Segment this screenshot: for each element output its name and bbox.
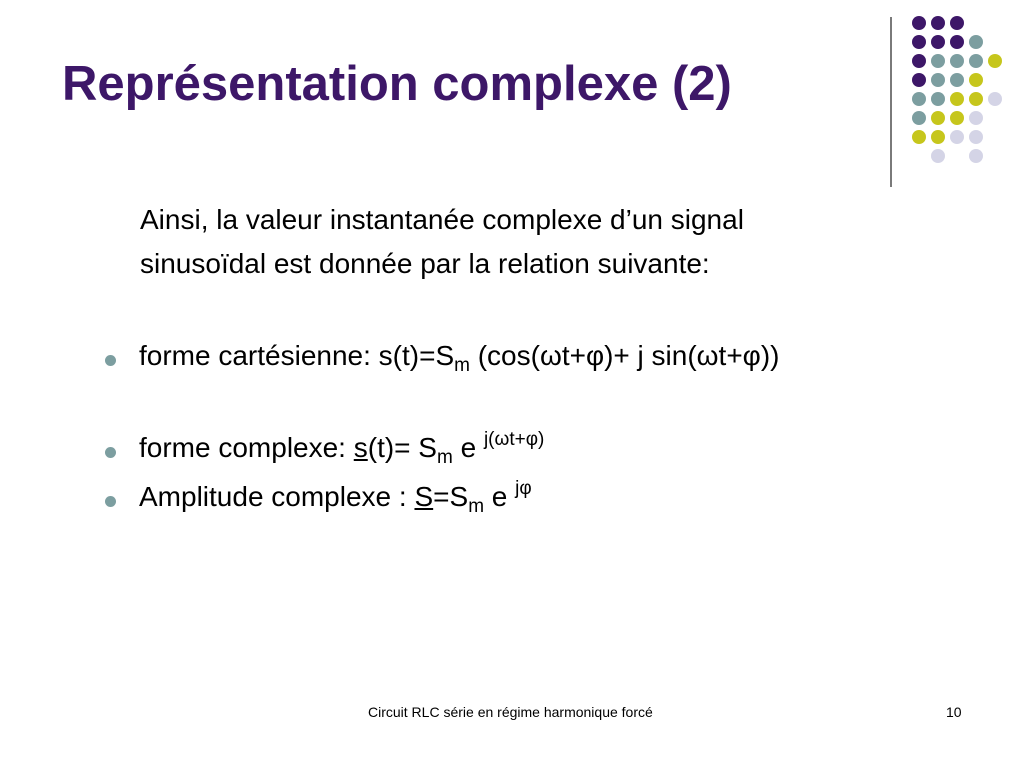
formula-text: e <box>484 481 516 512</box>
decorative-dot <box>950 16 964 30</box>
decorative-dot <box>931 54 945 68</box>
decorative-dot <box>950 35 964 49</box>
subscript: m <box>436 447 453 468</box>
decorative-dot <box>969 149 983 163</box>
decorative-dot <box>969 111 983 125</box>
decorative-dot <box>950 73 964 87</box>
decorative-dot <box>912 111 926 125</box>
decorative-dot <box>950 92 964 106</box>
decorative-dot <box>950 54 964 68</box>
intro-paragraph <box>140 198 744 286</box>
subscript: m <box>468 496 485 517</box>
decorative-dot <box>969 130 983 144</box>
bullet-text <box>139 429 545 468</box>
formula-text: =S <box>433 481 469 512</box>
decorative-dot <box>912 73 926 87</box>
decorative-dot <box>912 92 926 106</box>
decorative-dot <box>931 149 945 163</box>
formula-text: forme cartésienne: s(t)=S <box>139 340 455 371</box>
footer-caption: Circuit RLC série en régime harmonique forcé <box>368 704 653 720</box>
decorative-dot <box>969 54 983 68</box>
decorative-dot <box>988 54 1002 68</box>
bullet-icon <box>105 496 116 507</box>
decorative-dot <box>950 130 964 144</box>
bullet-icon <box>105 447 116 458</box>
superscript: jφ <box>515 478 532 499</box>
decorative-dot <box>969 92 983 106</box>
page-number: 10 <box>946 704 962 720</box>
formula-text: Amplitude complexe : <box>139 481 415 512</box>
decorative-dot <box>969 35 983 49</box>
underlined-variable: s <box>353 432 368 463</box>
decorative-dot <box>931 35 945 49</box>
formula-text: forme complexe: <box>139 432 354 463</box>
superscript: j(ωt+φ) <box>483 429 545 450</box>
bullet-text <box>139 340 780 376</box>
formula-text: (cos(ωt+φ)+ j sin(ωt+φ)) <box>469 340 780 371</box>
intro-line: Ainsi, la valeur instantanée complexe d’un signal <box>140 204 744 235</box>
decorative-dot <box>931 73 945 87</box>
decorative-dot <box>931 16 945 30</box>
decorative-dot <box>931 130 945 144</box>
bullet-text <box>139 478 532 517</box>
decorative-divider-line <box>890 17 892 187</box>
decorative-dot <box>931 111 945 125</box>
decorative-dot <box>931 92 945 106</box>
decorative-dot <box>912 54 926 68</box>
decorative-dot <box>950 111 964 125</box>
formula-text: e <box>452 432 484 463</box>
underlined-variable: S <box>414 481 434 512</box>
subscript: m <box>454 355 470 376</box>
decorative-dot <box>912 16 926 30</box>
decorative-dot <box>969 73 983 87</box>
intro-line: sinusoïdal est donnée par la relation suivante: <box>140 248 710 279</box>
decorative-dot <box>988 92 1002 106</box>
bullet-icon <box>105 355 116 366</box>
decorative-dot <box>912 35 926 49</box>
formula-text: (t)= S <box>367 432 437 463</box>
decorative-dot <box>912 130 926 144</box>
slide-title: Représentation complexe (2) <box>62 57 732 111</box>
